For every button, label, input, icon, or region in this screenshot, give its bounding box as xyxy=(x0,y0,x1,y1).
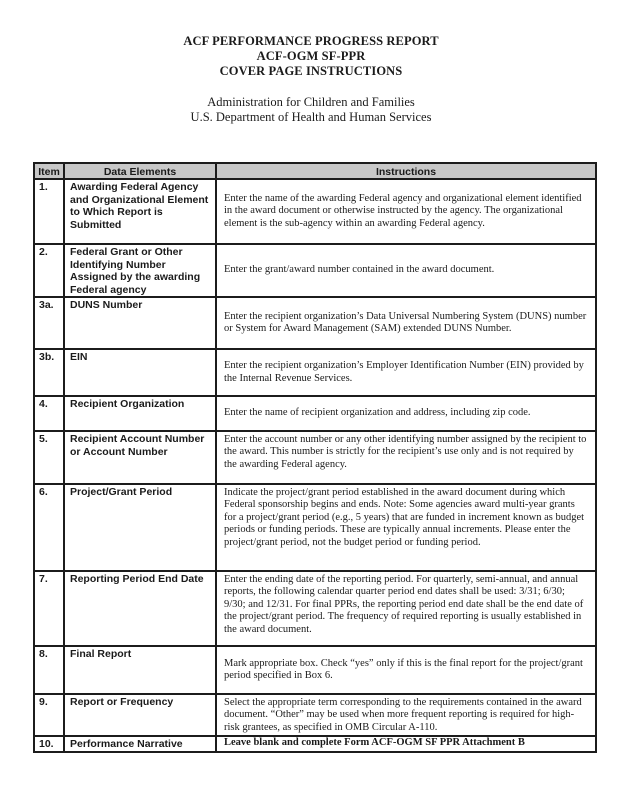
table-row-8 xyxy=(34,646,596,694)
instruction-text: Enter the recipient organization’s Employer Identification Number (EIN) provided by the Internal Revenue Services. xyxy=(216,349,596,396)
header-data-elements: Data Elements xyxy=(64,163,216,179)
title-line-3: COVER PAGE INSTRUCTIONS xyxy=(219,64,403,78)
table-row-4 xyxy=(34,396,596,431)
data-element-label: Final Report xyxy=(64,646,216,694)
instruction-text: Enter the grant/award number contained in the award document. xyxy=(216,244,596,297)
data-element-label: Report or Frequency xyxy=(64,694,216,736)
instruction-text: Select the appropriate term corresponding to the requirements contained in the award document. “Other” may be used when more frequent reporting is required for high-risk grantees, as specified in OMB Circular A-110. xyxy=(216,694,596,736)
table-row-6 xyxy=(34,484,596,571)
header-item: Item xyxy=(34,163,64,179)
table-row-5 xyxy=(34,431,596,484)
table-row-3b xyxy=(34,349,596,396)
table-row-9 xyxy=(34,694,596,736)
table-row-3a xyxy=(34,297,596,349)
instruction-text: Enter the name of the awarding Federal agency and organizational element identified in the award document or otherwise instructed by the agency. The organizational element is the sub-agency within an awarding Federal agency. xyxy=(216,179,596,244)
instruction-text: Mark appropriate box. Check “yes” only if this is the final report for the project/grant period specified in Box 6. xyxy=(216,646,596,694)
item-number: 6. xyxy=(34,484,64,571)
title-line-2: ACF-OGM SF-PPR xyxy=(256,49,366,63)
data-element-label: Recipient Organization xyxy=(64,396,216,431)
item-number: 8. xyxy=(34,646,64,694)
instruction-text: Leave blank and complete Form ACF-OGM SF PPR Attachment B xyxy=(216,736,596,752)
item-number: 10. xyxy=(34,736,64,752)
data-element-label: Project/Grant Period xyxy=(64,484,216,571)
item-number: 3a. xyxy=(34,297,64,349)
table-row-1 xyxy=(34,179,596,244)
data-element-label: Federal Grant or Other Identifying Number Assigned by the awarding Federal agency xyxy=(64,244,216,297)
instruction-text: Enter the recipient organization’s Data Universal Numbering System (DUNS) number or System for Award Management (SAM) extended DUNS Number. xyxy=(216,297,596,349)
table-header-row xyxy=(34,163,596,179)
table-row-7 xyxy=(34,571,596,646)
item-number: 5. xyxy=(34,431,64,484)
data-element-label: Reporting Period End Date xyxy=(64,571,216,646)
data-element-label: Performance Narrative xyxy=(64,736,216,752)
item-number: 7. xyxy=(34,571,64,646)
agency-line-2: U.S. Department of Health and Human Services xyxy=(190,110,432,124)
table-row-2 xyxy=(34,244,596,297)
instruction-text: Enter the ending date of the reporting period. For quarterly, semi-annual, and annual reports, the following calendar quarter period end dates shall be used: 3/31; 6/30; 9/30; and 12/31. For final PPRs, the reporting period end date shall be the end date of the project/grant period. The frequency of required reporting is usually established in the award document. xyxy=(216,571,596,646)
instruction-text: Enter the account number or any other identifying number assigned by the recipient to the award. This number is strictly for the recipient’s use only and is not required by the awarding Federal agency. xyxy=(216,431,596,484)
item-number: 1. xyxy=(34,179,64,244)
item-number: 9. xyxy=(34,694,64,736)
instructions-table xyxy=(33,162,597,753)
title-line-1: ACF PERFORMANCE PROGRESS REPORT xyxy=(183,34,439,48)
table-row-10 xyxy=(34,736,596,752)
data-element-label: Recipient Account Number or Account Number xyxy=(64,431,216,484)
data-element-label: EIN xyxy=(64,349,216,396)
instruction-text: Enter the name of recipient organization and address, including zip code. xyxy=(216,396,596,431)
data-element-label: Awarding Federal Agency and Organizational Element to Which Report is Submitted xyxy=(64,179,216,244)
item-number: 2. xyxy=(34,244,64,297)
instruction-text: Indicate the project/grant period established in the award document during which Federal sponsorship begins and ends. Note: Some agencies award multi-year grants for a project/grant period (e.g., 5 years) that are funded in increment known as budget periods or funding periods. These are typically annual increments. Please enter the project/grant period, not the budget period or funding period. xyxy=(216,484,596,571)
agency-subtitle xyxy=(0,95,622,125)
document-title xyxy=(0,34,622,79)
header-instructions: Instructions xyxy=(216,163,596,179)
data-element-label: DUNS Number xyxy=(64,297,216,349)
agency-line-1: Administration for Children and Families xyxy=(207,95,415,109)
item-number: 4. xyxy=(34,396,64,431)
item-number: 3b. xyxy=(34,349,64,396)
